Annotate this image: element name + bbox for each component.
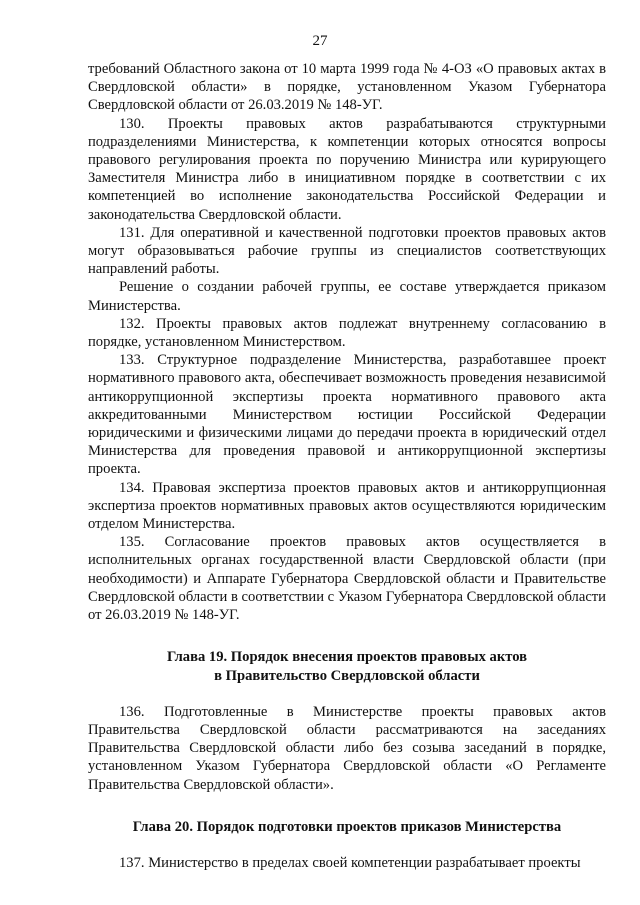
- paragraph: 132. Проекты правовых актов подлежат внутреннему согласованию в порядке, установленном Министерством.: [88, 315, 606, 351]
- paragraph: 130. Проекты правовых актов разрабатываются структурными подразделениями Министерства, к компетенции которых относятся вопросы правового регулирования проекта по поручению Министра или курирующего Заместителя Министра либо в инициативном порядке в соответствии с их компетенцией во исполнение законодательства Российской Федерации и законодательства Свердловской области.: [88, 115, 606, 223]
- paragraph: 134. Правовая экспертиза проектов правовых актов и антикоррупционная экспертиза проектов нормативных правовых актов осуществляются юридическим отделом Министерства.: [88, 479, 606, 533]
- chapter-20-title: Глава 20. Порядок подготовки проектов приказов Министерства: [132, 818, 562, 835]
- paragraph-group: [88, 60, 606, 624]
- chapter-19-title-line-1: Глава 19. Порядок внесения проектов правовых актов: [166, 649, 528, 666]
- paragraph: 137. Министерство в пределах своей компетенции разрабатывает проекты: [119, 854, 581, 871]
- spacer: [88, 624, 606, 648]
- document-body: [88, 60, 606, 872]
- spacer: [88, 685, 606, 703]
- paragraph: Решение о создании рабочей группы, ее составе утверждается приказом Министерства.: [88, 279, 606, 314]
- spacer: [88, 794, 606, 818]
- paragraph: 136. Подготовленные в Министерстве проекты правовых актов Правительства Свердловской области рассматриваются на заседаниях Правительства Свердловской области либо без созыва заседаний в порядке, установленном Указом Губернатора Свердловской области «О Регламенте Правительства Свердловской области».: [88, 703, 606, 793]
- chapter-19-title-line-2: в Правительство Свердловской области: [214, 667, 480, 684]
- spacer: [88, 836, 606, 854]
- paragraph: 133. Структурное подразделение Министерства, разработавшее проект нормативного правового акта, обеспечивает возможность проведения независимой антикоррупционной экспертизы проекта нормативного правового акта аккредитованными Министерством юстиции Российской Федерации юридическими и физическими лицами до передачи проекта в юридический отдел Министерства для проведения правовой и антикоррупционной экспертизы проекта.: [88, 352, 606, 478]
- paragraph: 135. Согласование проектов правовых актов осуществляется в исполнительных органах государственной власти Свердловской области (при необходимости) и Аппарате Губернатора Свердловской области и Правительстве Свердловской области в соответствии с Указом Губернатора Свердловской области от 26.03.2019 № 148-УГ.: [88, 534, 606, 624]
- paragraph: требований Областного закона от 10 марта 1999 года № 4-ОЗ «О правовых актах в Свердловской области» в порядке, установленном Указом Губернатора Свердловской области от 26.03.2019 № 148-УГ.: [88, 61, 606, 114]
- paragraph: 131. Для оперативной и качественной подготовки проектов правовых актов могут образовываться рабочие группы из специалистов соответствующих направлений работы.: [88, 224, 606, 278]
- page-number: 27: [312, 33, 328, 49]
